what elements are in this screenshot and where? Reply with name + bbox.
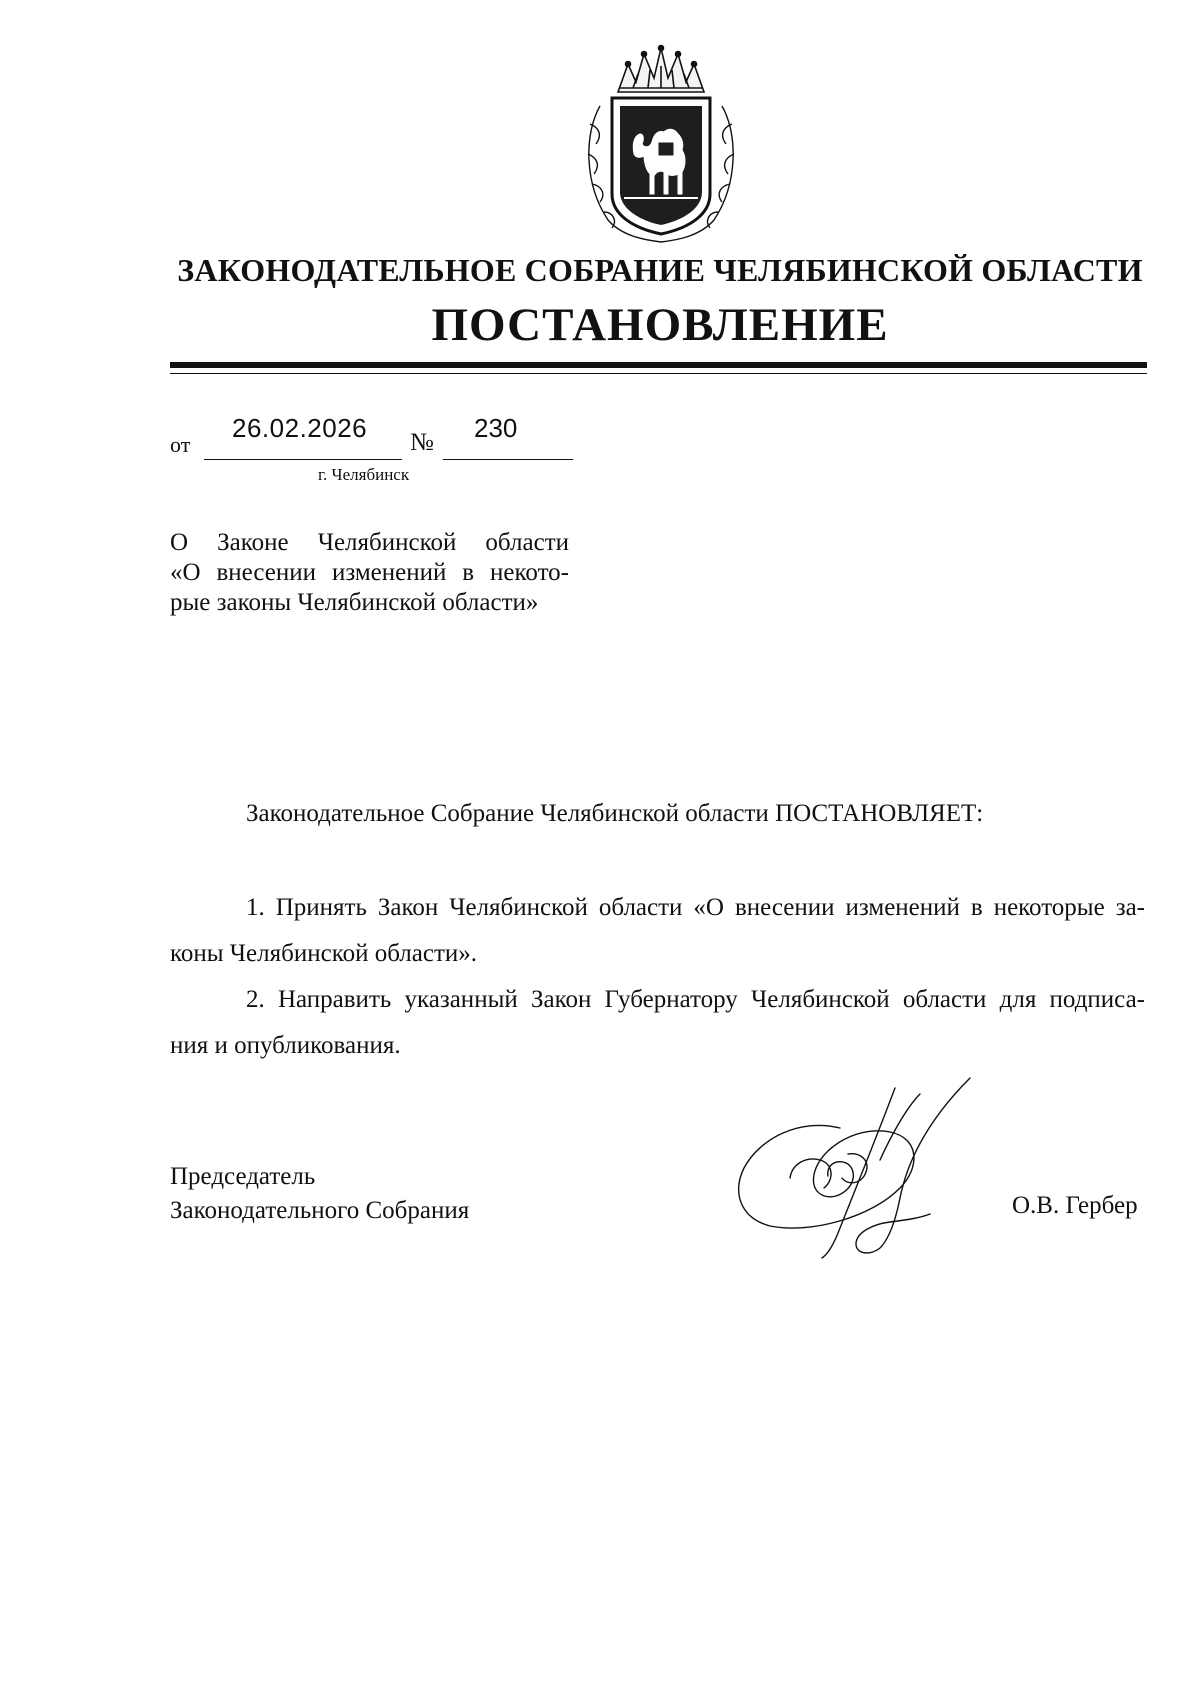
subject-line: О Законе Челябинской области xyxy=(170,529,569,556)
item-line: ния и опубликования. xyxy=(170,1032,401,1059)
date-label: от xyxy=(170,432,191,457)
signer-name: О.В. Гербер xyxy=(1012,1192,1138,1219)
number-underline xyxy=(443,459,573,460)
handwritten-signature-icon xyxy=(730,1068,1000,1268)
resolution-preamble: Законодательное Собрание Челябинской области ПОСТАНОВЛЯЕТ: xyxy=(246,800,984,827)
document-type-title: ПОСТАНОВЛЕНИЕ xyxy=(431,299,889,351)
document-date: 26.02.2026 xyxy=(232,413,368,443)
signer-title-line: Законодательного Собрания xyxy=(170,1197,470,1224)
resolution-item xyxy=(170,977,1145,1069)
date-underline xyxy=(204,459,402,460)
header-rule-thin xyxy=(170,373,1147,374)
subject-line: «О внесении изменений в некото- xyxy=(170,559,569,586)
number-label: № xyxy=(410,429,434,456)
subject-line: рые законы Челябинской области» xyxy=(170,589,539,616)
issue-city: г. Челябинск xyxy=(318,465,410,484)
item-line: коны Челябинской области». xyxy=(170,940,478,967)
organization-title: ЗАКОНОДАТЕЛЬНОЕ СОБРАНИЕ ЧЕЛЯБИНСКОЙ ОБЛАСТИ xyxy=(177,252,1143,288)
resolution-item xyxy=(170,885,1145,977)
item-line: 2. Направить указанный Закон Губернатору Челябинской области для подписа- xyxy=(246,986,1145,1013)
document-number: 230 xyxy=(474,413,518,443)
signer-title xyxy=(170,1160,469,1228)
signer-title-line: Председатель xyxy=(170,1163,316,1190)
document-subject xyxy=(170,528,569,618)
item-line: 1. Принять Закон Челябинской области «О внесении изменений в некоторые за- xyxy=(246,894,1145,921)
header-rule-thick xyxy=(170,362,1147,368)
coat-of-arms-icon xyxy=(578,44,744,244)
